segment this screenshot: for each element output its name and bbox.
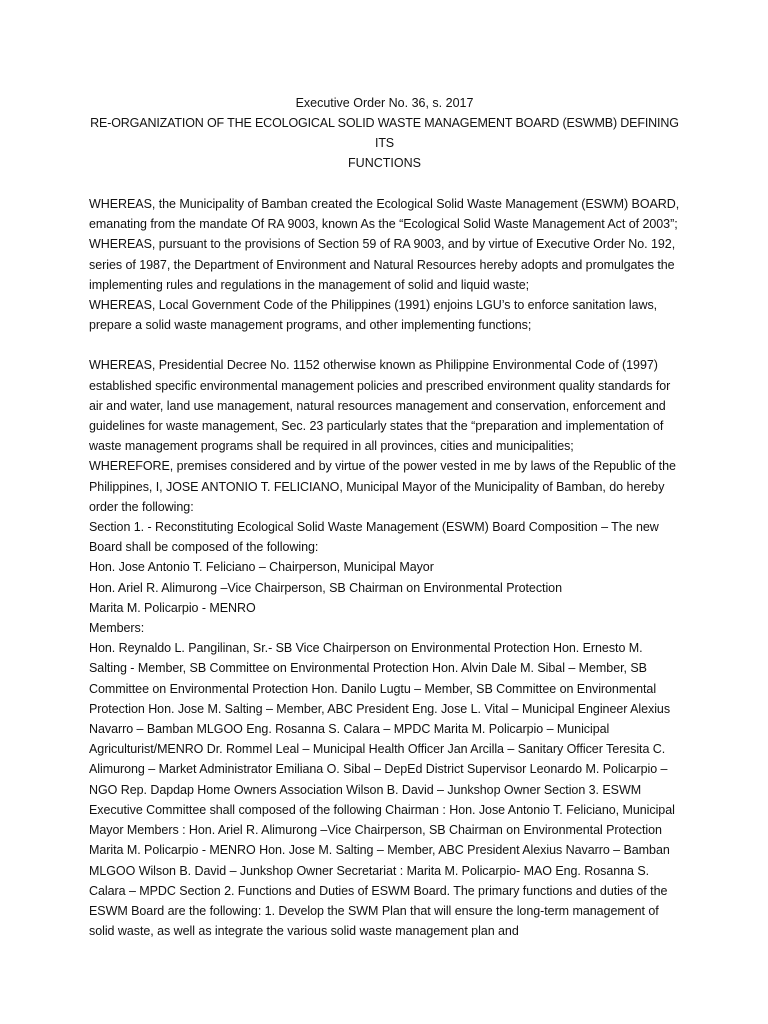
document-subtitle-line2: FUNCTIONS xyxy=(348,156,421,170)
paragraph-whereas-2: WHEREAS, Local Government Code of the Philippines (1991) enjoins LGU’s to enforce sanitation laws, prepare a solid waste management programs, and other implementing functions; xyxy=(89,298,658,333)
board-menro: Marita M. Policarpio - MENRO xyxy=(89,600,256,615)
paragraph-section-1: Section 1. - Reconstituting Ecological Solid Waste Management (ESWM) Board Composition – The new Board shall be composed of the following: xyxy=(89,520,659,555)
document-title: Executive Order No. 36, s. 2017 xyxy=(295,96,474,110)
title-block xyxy=(89,93,680,173)
board-chairperson: Hon. Jose Antonio T. Feliciano – Chairperson, Municipal Mayor xyxy=(89,560,434,575)
document-subtitle-line1: RE-ORGANIZATION OF THE ECOLOGICAL SOLID WASTE MANAGEMENT BOARD (ESWMB) DEFINING ITS xyxy=(90,116,679,150)
paragraph-members: Hon. Reynaldo L. Pangilinan, Sr.- SB Vice Chairperson on Environmental Protection Hon. Ernesto M. Salting - Member, SB Committee on Environmental Protection Hon. Alvin Dale M. Sibal – Member, SB Committee on Environmental Protection Hon. Danilo Lugtu – Member, SB Committee on Environmental Protection Hon. Jose M. Salting – Member, ABC President Eng. Jose L. Vital – Municipal Engineer Alexius Navarro – Bamban MLGOO Eng. Rosanna S. Calara – MPDC Marita M. Policarpio – Municipal Agriculturist/MENRO Dr. Rommel Leal – Municipal Health Officer Jan Arcilla – Sanitary Officer Teresita C. Alimurong – Market Administrator Emiliana O. Sibal – DepEd District Supervisor Leonardo M. Policarpio – NGO Rep. Dapdap Home Owners Association Wilson B. David – Junkshop Owner Section 3. ESWM Executive Committee shall composed of the following Chairman : Hon. Jose Antonio T. Feliciano, Municipal Mayor Members : Hon. Ariel R. Alimurong –Vice Chairperson, SB Chairman on Environmental Protection Marita M. Policarpio - MENRO Hon. Jose M. Salting – Member, ABC President Alexius Navarro – Bamban MLGOO Wilson B. David – Junkshop Owner Secretariat : Marita M. Policarpio- MAO Eng. Rosanna S. Calara – MPDC Section 2. Functions and Duties of ESWM Board. The primary functions and duties of the ESWM Board are the following: 1. Develop the SWM Plan that will ensure the long-term management of solid waste, as well as integrate the various solid waste management plan and xyxy=(89,641,675,939)
paragraph-whereas-3: WHEREAS, Presidential Decree No. 1152 otherwise known as Philippine Environmental Code of (1997) established specific environmental management policies and prescribed environment quality standards for air and water, land use management, natural resources management and conservation, enforcement and guidelines for waste management, Sec. 23 particularly states that the “preparation and implementation of waste management programs shall be required in all provinces, cities and municipalities; xyxy=(89,358,671,454)
board-vice-chairperson: Hon. Ariel R. Alimurong –Vice Chairperson, SB Chairman on Environmental Protection xyxy=(89,580,562,595)
paragraph-wherefore: WHEREFORE, premises considered and by virtue of the power vested in me by laws of the Republic of the Philippines, I, JOSE ANTONIO T. FELICIANO, Municipal Mayor of the Municipality of Bamban, do hereby order the following: xyxy=(89,459,676,514)
members-heading: Members: xyxy=(89,621,145,636)
blank-line xyxy=(89,335,680,355)
spacer xyxy=(89,173,680,194)
paragraph-whereas-1: WHEREAS, the Municipality of Bamban created the Ecological Solid Waste Management (ESWM) BOARD, emanating from the mandate Of RA 9003, known As the “Ecological Solid Waste Management Act of 2003”; WHEREAS, pursuant to the provisions of Section 59 of RA 9003, and by virtue of Executive Order No. 192, series of 1987, the Department of Environment and Natural Resources hereby adopts and promulgates the implementing rules and regulations in the management of solid and liquid waste; xyxy=(89,197,680,292)
